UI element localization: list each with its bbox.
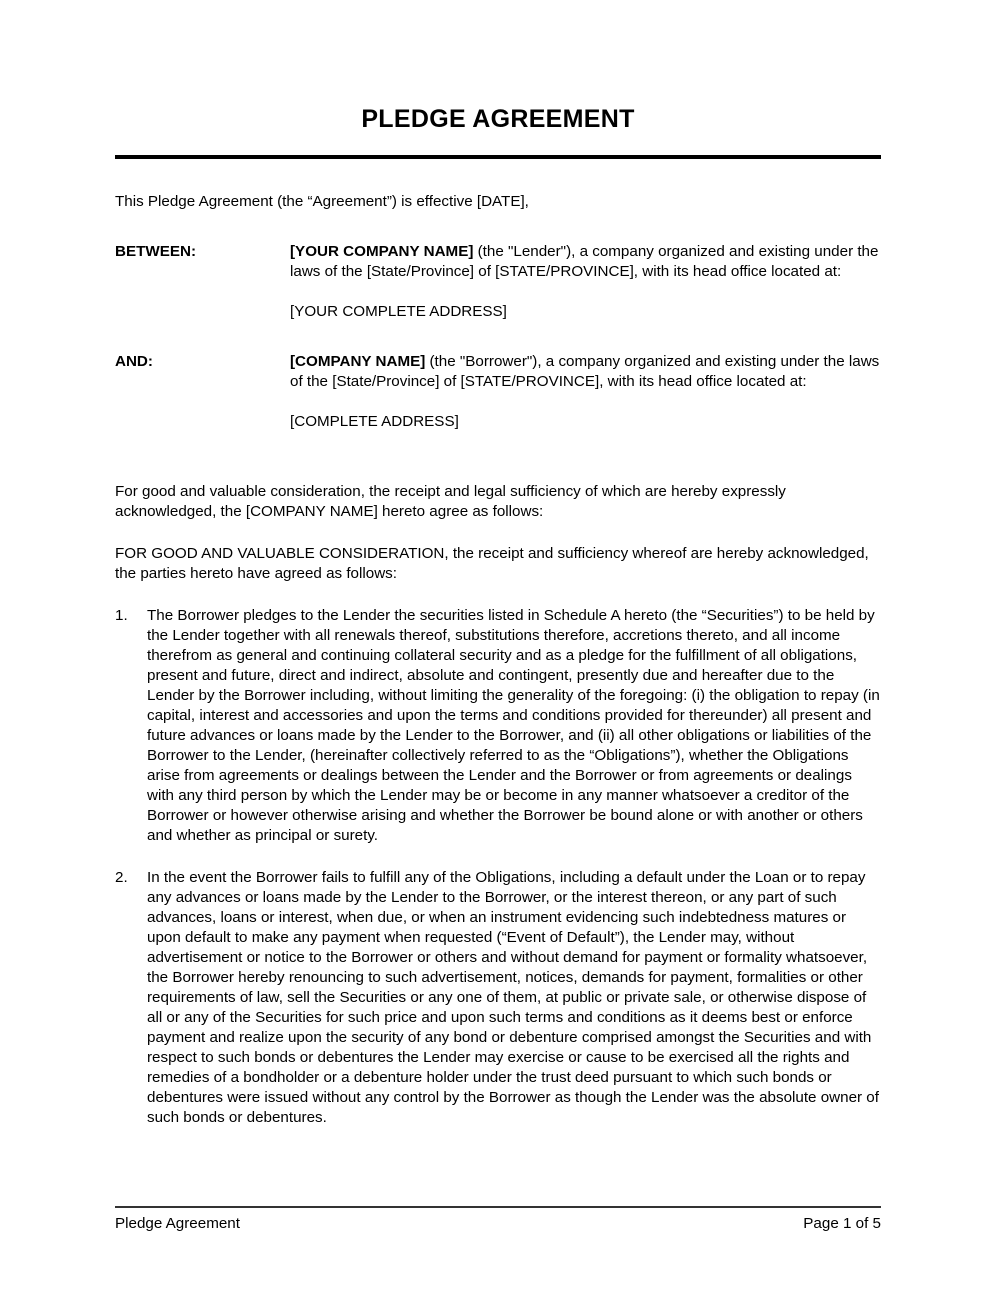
recital-paragraph-2: FOR GOOD AND VALUABLE CONSIDERATION, the receipt and sufficiency whereof are hereby acknowledged, the parties hereto have agreed as follows: (115, 545, 869, 582)
party-body-borrower (290, 352, 881, 432)
party-label-and: AND: (115, 353, 153, 370)
party-address-borrower: [COMPLETE ADDRESS] (290, 413, 459, 430)
party-detail-lender: (the "Lender"), a company organized and existing under the laws of the [State/Province] of [STATE/PROVINCE], with its head office located at: (290, 243, 879, 280)
spacer (115, 432, 881, 462)
page-footer (115, 1214, 881, 1234)
clause-number: 2. (115, 869, 128, 886)
clause-text: In the event the Borrower fails to fulfill any of the Obligations, including a default under the Loan or to repay any advances or loans made by the Lender to the Borrower, or the interest thereon, or any part of such advances, loans or interest, when due, or when an instrument evidencing such indebtedness matures or upon default to make any payment when requested (“Event of Default”), the Lender may, without advertisement or notice to the Borrower or others and without demand for payment or formality whatsoever, the Borrower hereby renouncing to such advertisement, notices, demands for payment, formalities or other requirements of law, sell the Securities or any one of them, at public or private sale, or otherwise dispose of all or any of the Securities for such price and upon such terms and conditions as it deems best or enforce payment and realize upon the security of any bond or debenture comprised amongst the Securities and with respect to such bonds or debentures the Lender may exercise or cause to be exercised all the rights and remedies of a bondholder or a debenture holder under the trust deed pursuant to which such bonds or debentures were issued without any control by the Borrower as though the Lender was the absolute owner of such bonds or debentures. (147, 869, 879, 1126)
document-body (115, 192, 881, 1128)
effective-date-line: This Pledge Agreement (the “Agreement”) is effective [DATE], (115, 193, 529, 210)
page-title: PLEDGE AGREEMENT (361, 105, 635, 133)
party-detail-borrower: (the "Borrower"), a company organized and existing under the laws of the [State/Province] of [STATE/PROVINCE], with its head office located at: (290, 353, 880, 390)
party-description-borrower (290, 352, 881, 392)
clause-item (115, 868, 881, 1128)
clause-text: The Borrower pledges to the Lender the securities listed in Schedule A hereto (the “Securities”) to be held by the Lender together with all renewals thereof, substitutions therefore, accretions thereto, and all income therefrom as general and continuing collateral security and as a pledge for the fulfillment of all obligations, present and future, direct and indirect, absolute and contingent, presently due and hereafter due to the Lender by the Borrower including, without limiting the generality of the foregoing: (i) the obligation to repay (in capital, interest and accessories and upon the terms and conditions provided for thereunder) all present and future advances or loans made by the Lender to the Borrower, and (ii) all other obligations or liabilities of the Borrower to the Lender, (hereinafter collectively referred to as the “Obligations”), whether the Obligations arise from agreements or dealings between the Lender and the Borrower or from agreements or dealings with any third person by which the Lender may be or become in any manner whatsoever a creditor of the Borrower or however otherwise arising and whether the Borrower be bound alone or with another or others and whether as principal or surety. (147, 607, 880, 844)
footer-document-name: Pledge Agreement (115, 1215, 240, 1232)
footer-page-number: Page 1 of 5 (803, 1215, 881, 1232)
title-divider (115, 155, 881, 159)
spacer (115, 322, 881, 352)
footer-divider (115, 1206, 881, 1208)
party-body-lender (290, 242, 881, 322)
spacer (115, 212, 881, 242)
party-name-lender: [YOUR COMPANY NAME] (290, 243, 474, 260)
spacer (115, 462, 881, 482)
spacer (115, 584, 881, 606)
party-description-lender (290, 242, 881, 282)
party-name-borrower: [COMPANY NAME] (290, 353, 426, 370)
party-address-lender: [YOUR COMPLETE ADDRESS] (290, 303, 507, 320)
party-label-between: BETWEEN: (115, 243, 196, 260)
recital-paragraph-1: For good and valuable consideration, the receipt and legal sufficiency of which are hereby expressly acknowledged, the [COMPANY NAME] hereto agree as follows: (115, 483, 786, 520)
clause-item (115, 606, 881, 846)
party-block-borrower (115, 352, 881, 432)
party-block-lender (115, 242, 881, 322)
spacer (115, 846, 881, 868)
spacer (115, 522, 881, 544)
clause-number: 1. (115, 607, 128, 624)
